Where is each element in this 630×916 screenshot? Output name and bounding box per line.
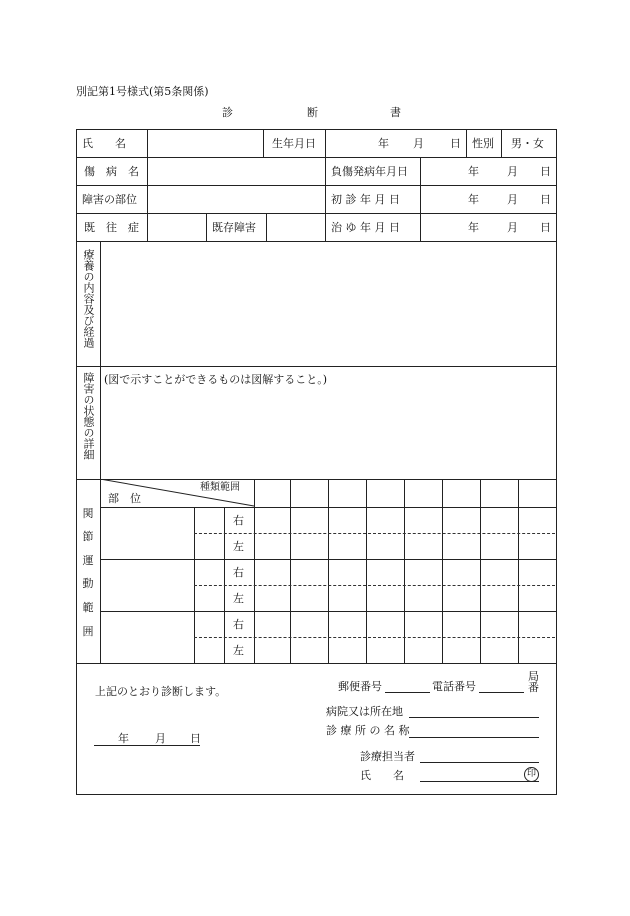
disease-name-field[interactable] [148, 158, 324, 184]
rom-site-3-field[interactable] [101, 612, 193, 662]
title-char-1: 診 [222, 106, 233, 119]
condition-field[interactable] [101, 390, 555, 478]
sex-options[interactable]: 男・女 [511, 137, 544, 150]
rom-label-char-5: 範 [82, 601, 94, 614]
seal-mark: 印 [524, 767, 539, 782]
first-visit-day-unit: 日 [540, 193, 551, 206]
treatment-field[interactable] [101, 242, 555, 365]
postal-code-field[interactable] [385, 678, 430, 692]
rom-site-1-field[interactable] [101, 508, 193, 558]
rom-range-header: 種類範囲 [200, 482, 240, 493]
form-id: 別記第1号様式(第5条関係) [76, 85, 209, 98]
phone-number-label: 番 [528, 681, 539, 694]
first-visit-month-unit: 月 [507, 193, 518, 206]
name-field[interactable] [148, 130, 262, 156]
attending-doctor-label: 診療担当者 [360, 750, 415, 763]
phone-exchange-label: 局 [528, 670, 539, 683]
doctor-name-label: 氏 名 [360, 769, 404, 782]
clinic-name-label: 診 療 所 の 名 称 [326, 724, 410, 737]
rom-label-char-4: 動 [82, 577, 94, 590]
rom-row3-left-label: 左 [233, 644, 244, 657]
birth-day-unit: 日 [450, 137, 461, 150]
hospital-address-field[interactable] [409, 703, 539, 717]
onset-date-label: 負傷発病年月日 [331, 165, 408, 178]
postal-code-label: 郵便番号 [338, 680, 382, 693]
rom-values-grid[interactable] [255, 480, 555, 662]
rom-row2-left-label: 左 [233, 592, 244, 605]
rom-row1-left-label: 左 [233, 540, 244, 553]
birth-year-unit: 年 [378, 137, 389, 150]
rom-site-header: 部 位 [108, 492, 141, 505]
title-char-3: 書 [390, 106, 401, 119]
attending-doctor-field[interactable] [420, 748, 539, 762]
phone-label: 電話番号 [432, 680, 476, 693]
rom-row2-right-label: 右 [233, 566, 244, 579]
rom-row3-right-label: 右 [233, 618, 244, 631]
diagnosis-day-unit: 日 [190, 732, 201, 745]
existing-disability-label: 既存障害 [212, 221, 256, 234]
cure-month-unit: 月 [507, 221, 518, 234]
onset-year-unit: 年 [468, 165, 479, 178]
cure-day-unit: 日 [540, 221, 551, 234]
phone-field[interactable] [479, 678, 524, 692]
injury-site-label: 障害の部位 [82, 193, 137, 206]
title-char-2: 断 [307, 106, 318, 119]
medical-history-label: 既 往 症 [84, 221, 139, 234]
clinic-name-field[interactable] [409, 723, 539, 737]
medical-history-field[interactable] [148, 214, 205, 240]
name-label: 氏 名 [82, 137, 126, 150]
rom-label-char-2: 節 [82, 530, 94, 543]
first-visit-label: 初 診 年 月 日 [331, 193, 400, 206]
rom-label-char-3: 運 [82, 554, 94, 567]
treatment-label: 療養の内容及び経過 [82, 249, 95, 348]
diagnosis-date-field[interactable] [94, 728, 200, 745]
birth-date-field[interactable] [326, 130, 465, 156]
birth-date-label: 生年月日 [272, 137, 316, 150]
hospital-address-label: 病院又は所在地 [326, 705, 403, 718]
rom-label-char-1: 関 [82, 507, 94, 520]
diagnosis-statement: 上記のとおり診断します。 [95, 685, 227, 698]
diagnosis-month-unit: 月 [155, 732, 166, 745]
disease-name-label: 傷 病 名 [84, 165, 139, 178]
rom-row1-right-label: 右 [233, 514, 244, 527]
birth-month-unit: 月 [413, 137, 424, 150]
cure-date-label: 治 ゆ 年 月 日 [331, 221, 400, 234]
existing-disability-field[interactable] [267, 214, 324, 240]
onset-date-field[interactable] [421, 158, 555, 184]
cure-year-unit: 年 [468, 221, 479, 234]
rom-site-2-field[interactable] [101, 560, 193, 610]
doctor-name-field[interactable] [420, 767, 524, 781]
sex-label: 性別 [472, 137, 494, 150]
cure-date-field[interactable] [421, 214, 555, 240]
first-visit-field[interactable] [421, 186, 555, 212]
onset-month-unit: 月 [507, 165, 518, 178]
diagnosis-year-unit: 年 [118, 732, 129, 745]
condition-note: (図で示すことができるものは図解すること。) [104, 373, 328, 386]
onset-day-unit: 日 [540, 165, 551, 178]
rom-label-char-6: 囲 [82, 625, 94, 638]
condition-label: 障害の状態の詳細 [82, 372, 95, 460]
injury-site-field[interactable] [148, 186, 324, 212]
first-visit-year-unit: 年 [468, 193, 479, 206]
